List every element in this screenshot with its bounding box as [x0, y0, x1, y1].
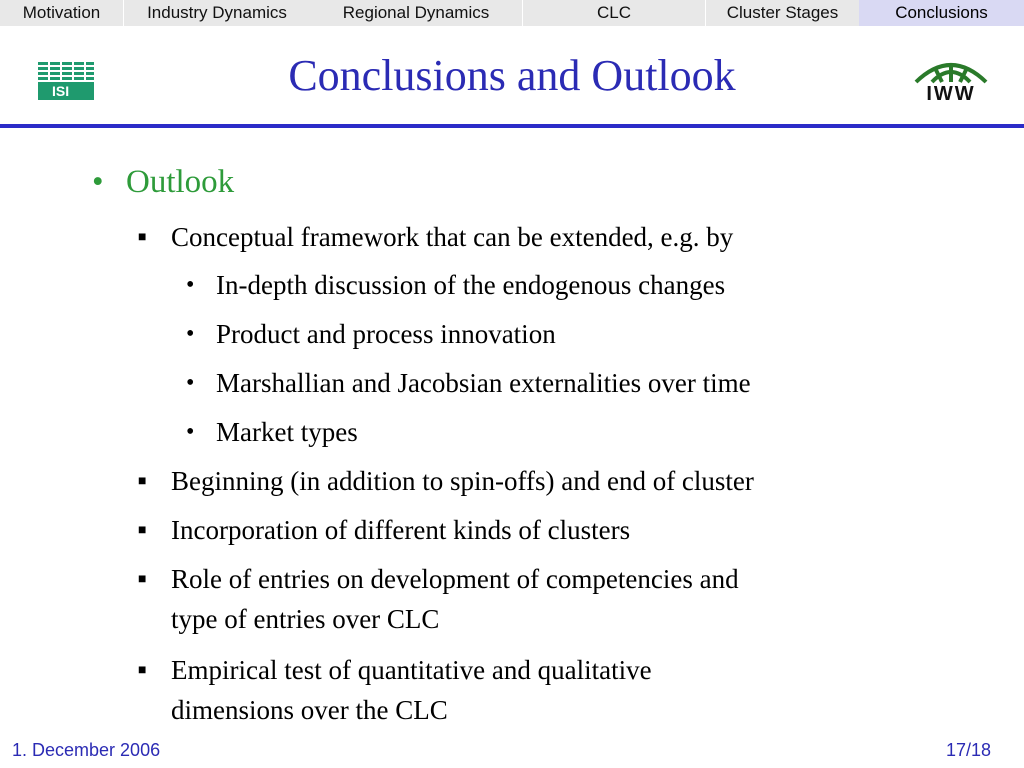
tab-motivation[interactable]: Motivation [0, 0, 124, 26]
tab-clc[interactable]: CLC [523, 0, 706, 26]
tab-regional-dynamics[interactable]: Regional Dynamics [310, 0, 523, 26]
list-item-text: Incorporation of different kinds of clusters [171, 515, 631, 545]
list-item-text: Role of entries on development of competencies and [171, 564, 739, 594]
bullet-icon: • [186, 321, 195, 347]
list-item-text: type of entries over CLC [171, 604, 440, 634]
bullet-icon: • [186, 370, 195, 396]
isi-logo-text: ISI [52, 83, 70, 99]
tab-conclusions[interactable]: Conclusions [859, 0, 1024, 26]
bullet-icon: • [186, 272, 195, 298]
list-item-text: Beginning (in addition to spin-offs) and end of cluster [171, 466, 754, 496]
list-item-text: dimensions over the CLC [171, 695, 448, 725]
square-bullet-icon: ■ [138, 572, 147, 587]
square-bullet-icon: ■ [138, 474, 147, 489]
bullet-icon: • [92, 164, 104, 200]
square-bullet-icon: ■ [138, 230, 147, 245]
list-item-text: Marshallian and Jacobsian externalities over time [216, 368, 751, 398]
page-title: Conclusions and Outlook [288, 51, 736, 100]
list-item-text: Product and process innovation [216, 319, 556, 349]
tab-cluster-stages[interactable]: Cluster Stages [726, 3, 839, 22]
footer-date: 1. December 2006 [12, 740, 161, 760]
bullet-icon: • [186, 419, 195, 445]
square-bullet-icon: ■ [138, 663, 147, 678]
page-number: 17/18 [946, 740, 992, 760]
iww-logo-text: IWW [926, 83, 976, 102]
square-bullet-icon: ■ [138, 523, 147, 538]
list-item-text: Empirical test of quantitative and qualitative [171, 655, 652, 685]
list-item-text: Conceptual framework that can be extended, e.g. by [171, 222, 734, 252]
outlook-heading-text: Outlook [126, 164, 235, 200]
outlook-heading [92, 164, 234, 201]
list-item-text: Market types [216, 417, 358, 447]
tab-industry-dynamics[interactable]: Industry Dynamics [147, 3, 287, 22]
list-item-text: In-depth discussion of the endogenous changes [216, 270, 726, 300]
